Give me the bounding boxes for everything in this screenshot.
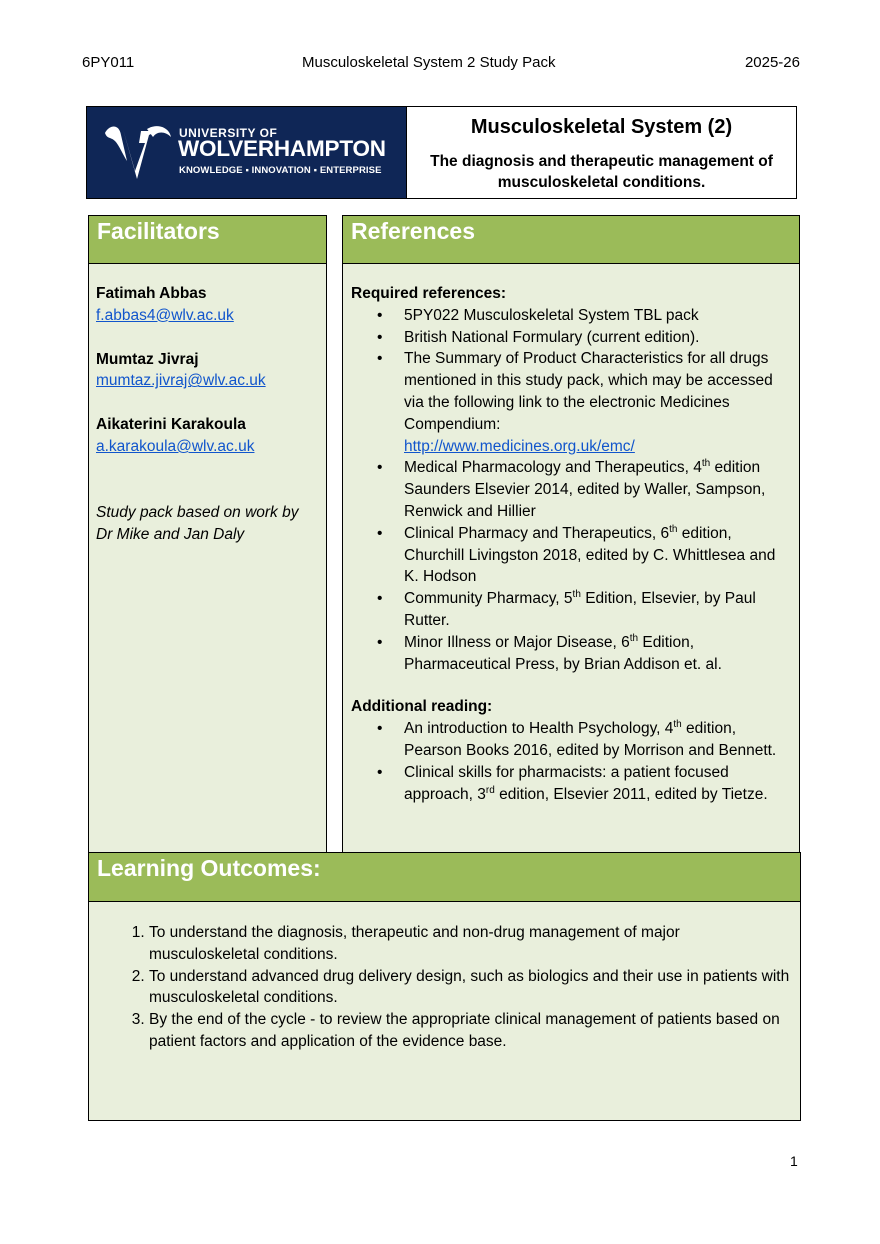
learning-outcomes-body bbox=[89, 902, 800, 1053]
facilitator-name: Aikaterini Karakoula bbox=[96, 416, 246, 434]
academic-year: 2025-26 bbox=[744, 54, 800, 71]
facilitator-name: Fatimah Abbas bbox=[96, 285, 207, 302]
reference-item: • Community Pharmacy, 5th Edition, Elsevier, by Paul Rutter. bbox=[404, 588, 791, 632]
required-references-title: Required references: bbox=[351, 285, 507, 302]
facilitator-email-link[interactable]: a.karakoula@wlv.ac.uk bbox=[96, 437, 255, 455]
facilitator-name: Mumtaz Jivraj bbox=[96, 350, 199, 368]
page-header bbox=[82, 54, 800, 74]
learning-outcomes-heading: Learning Outcomes: bbox=[89, 853, 800, 902]
learning-outcome-item: 2. To understand advanced drug delivery design, such as biologics and their use in patients with musculoskeletal conditions. bbox=[149, 966, 790, 1010]
title-cell bbox=[406, 107, 796, 198]
reference-item: • Clinical Pharmacy and Therapeutics, 6th edition, Churchill Livingston 2018, edited by C. Whittlesea and K. Hodson bbox=[404, 523, 791, 588]
course-code: 6PY011 bbox=[82, 54, 135, 71]
reference-item: • Minor Illness or Major Disease, 6th Edition, Pharmaceutical Press, by Brian Addison et. al. bbox=[404, 632, 791, 676]
required-references-list bbox=[351, 305, 791, 676]
facilitator-email-link[interactable]: mumtaz.jivraj@wlv.ac.uk bbox=[96, 372, 266, 390]
title-banner bbox=[86, 106, 797, 199]
reference-item: • The Summary of Product Characteristics for all drugs mentioned in this study pack, which may be accessed via the following link to the electronic Medicines Compendium: http://www.medicines.org.uk/emc/ bbox=[404, 348, 791, 457]
facilitator-email-link[interactable]: f.abbas4@wlv.ac.uk bbox=[96, 306, 234, 324]
learning-outcomes-panel bbox=[88, 852, 801, 1121]
additional-reading-title: Additional reading: bbox=[351, 698, 493, 716]
university-crest-icon bbox=[101, 121, 173, 183]
references-heading: References bbox=[343, 216, 799, 264]
logo-line1: UNIVERSITY OF bbox=[179, 126, 278, 140]
reference-item: • Clinical skills for pharmacists: a patient focused approach, 3rd edition, Elsevier 2011, edited by Tietze. bbox=[404, 762, 791, 806]
emc-link[interactable]: http://www.medicines.org.uk/emc/ bbox=[404, 437, 635, 455]
page-number: 1 bbox=[790, 1153, 798, 1169]
learning-outcomes-list bbox=[99, 922, 790, 1053]
reference-item: • Medical Pharmacology and Therapeutics, 4th edition Saunders Elsevier 2014, edited by Waller, Sampson, Renwick and Hillier bbox=[404, 457, 791, 522]
learning-outcome-item: 3. By the end of the cycle - to review the appropriate clinical management of patients based on patient factors and application of the evidence base. bbox=[149, 1009, 790, 1053]
reference-item: • 5PY022 Musculoskeletal System TBL pack bbox=[404, 305, 791, 327]
logo-line2: WOLVERHAMPTON bbox=[178, 136, 386, 161]
facilitators-panel bbox=[88, 215, 327, 853]
module-subtitle: The diagnosis and therapeutic management of musculoskeletal conditions. bbox=[430, 153, 773, 191]
logo-tagline: KNOWLEDGE ▪ INNOVATION ▪ ENTERPRISE bbox=[179, 165, 382, 176]
module-title: Musculoskeletal System (2) bbox=[470, 116, 733, 138]
references-body bbox=[343, 264, 799, 805]
study-pack-note-line2: Dr Mike and Jan Daly bbox=[96, 525, 245, 543]
document-title: Musculoskeletal System 2 Study Pack bbox=[302, 54, 556, 71]
facilitators-list bbox=[89, 264, 326, 545]
additional-reading-list bbox=[351, 718, 791, 805]
reference-item: • An introduction to Health Psychology, 4th edition, Pearson Books 2016, edited by Morrison and Bennett. bbox=[404, 718, 791, 762]
facilitators-heading: Facilitators bbox=[89, 216, 326, 264]
references-panel bbox=[342, 215, 800, 853]
study-pack-note-line1: Study pack based on work by bbox=[96, 503, 299, 521]
reference-item: • British National Formulary (current edition). bbox=[404, 327, 791, 349]
learning-outcome-item: 1. To understand the diagnosis, therapeutic and non-drug management of major musculoskeletal conditions. bbox=[149, 922, 790, 966]
university-logo bbox=[87, 107, 406, 198]
